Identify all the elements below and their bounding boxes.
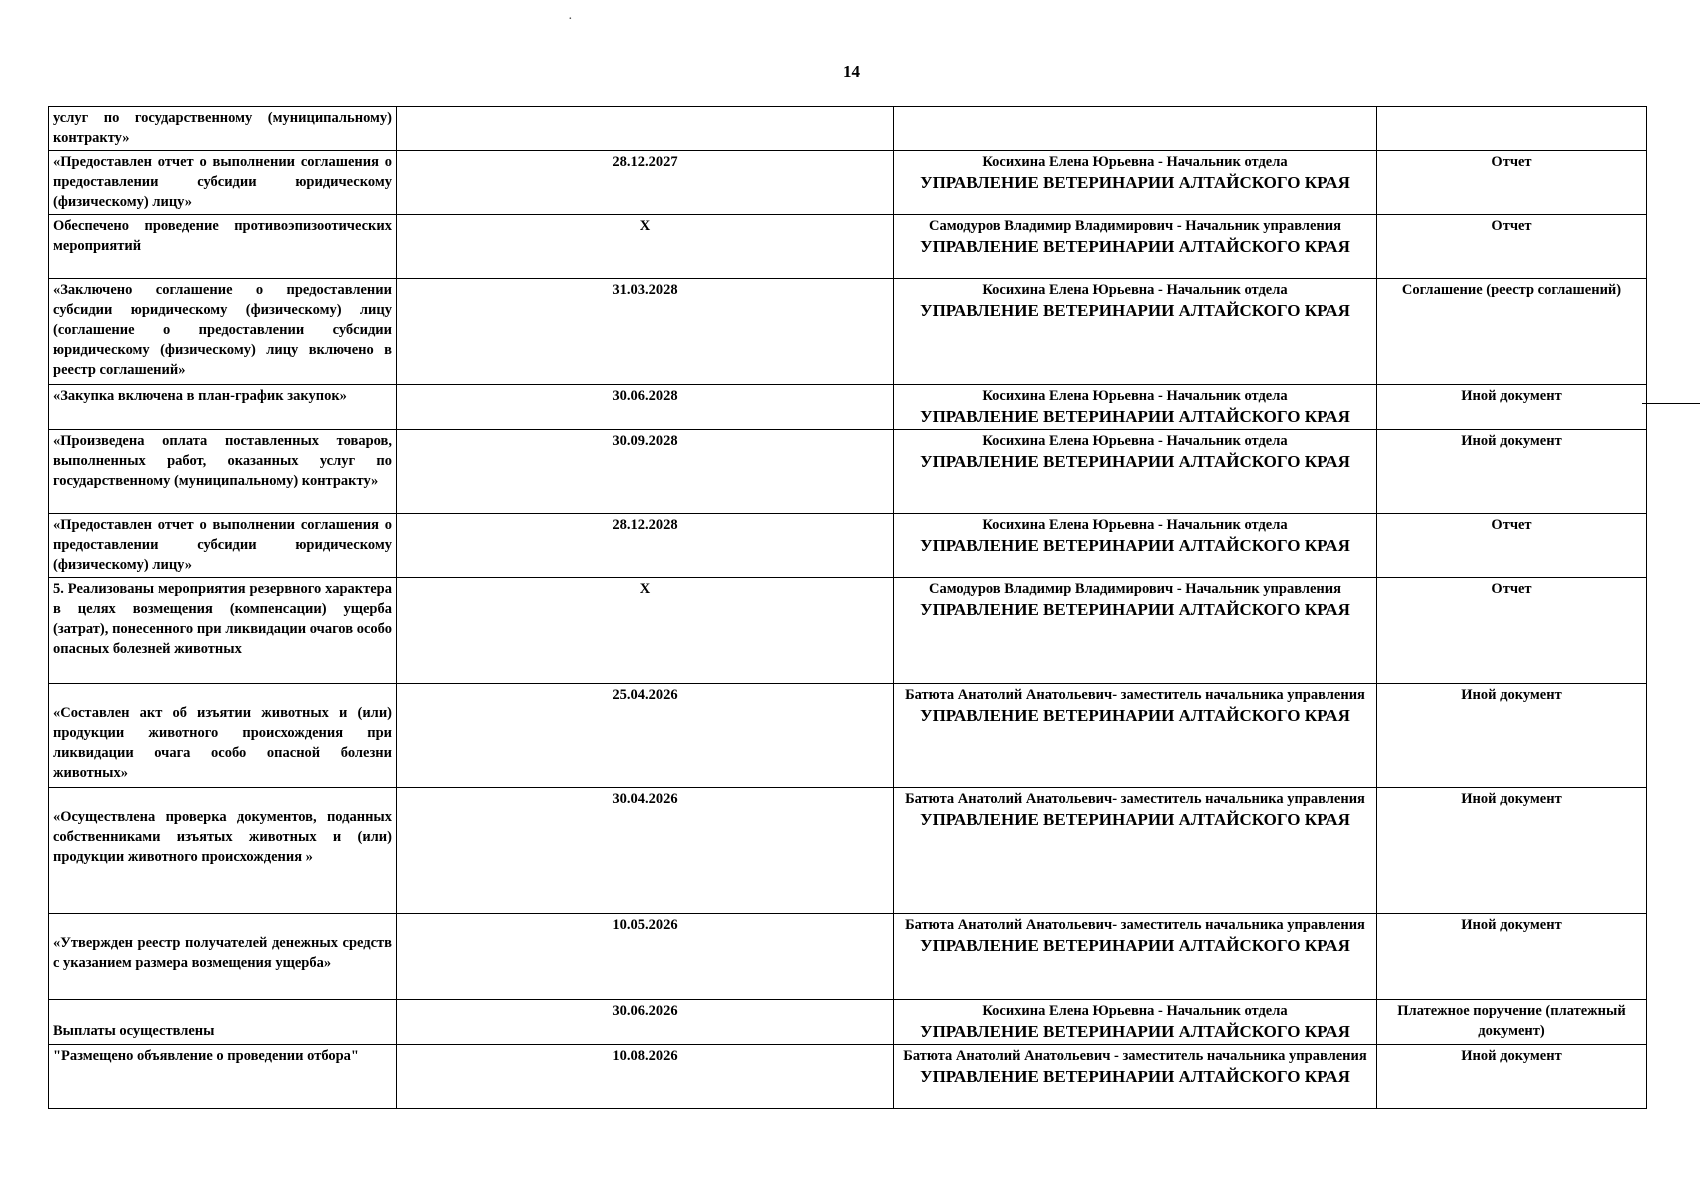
- responsible-person: Батюта Анатолий Анатольевич- заместитель начальника управления: [905, 791, 1365, 807]
- event-cell: услуг по государственному (муниципальному) контракту»: [49, 107, 397, 151]
- table-row: [49, 514, 1647, 578]
- event-cell: «Предоставлен отчет о выполнении соглашения о предоставлении субсидии юридическому (физическому) лицу»: [49, 151, 397, 215]
- responsible-person: Самодуров Владимир Владимирович - Начальник управления: [929, 218, 1341, 234]
- date-cell: [397, 107, 894, 151]
- table-row: [49, 684, 1647, 788]
- date-cell: X: [397, 578, 894, 684]
- event-text: «Осуществлена проверка документов, поданных собственниками изъятых животных и (или) продукции животного происхождения »: [53, 809, 392, 865]
- document-cell: [1377, 107, 1647, 151]
- responsible-org: УПРАВЛЕНИЕ ВЕТЕРИНАРИИ АЛТАЙСКОГО КРАЯ: [920, 600, 1350, 619]
- document-cell: Отчет: [1377, 215, 1647, 279]
- date-cell: 25.04.2026: [397, 684, 894, 788]
- responsible-person: Батюта Анатолий Анатольевич- заместитель начальника управления: [905, 687, 1365, 703]
- date-cell: 31.03.2028: [397, 279, 894, 385]
- table-row: [49, 385, 1647, 430]
- responsible-person: Косихина Елена Юрьевна - Начальник отдела: [982, 1003, 1288, 1019]
- event-cell: 5. Реализованы мероприятия резервного характера в целях возмещения (компенсации) ущерба (затрат), понесенного при ликвидации очагов особо опасных болезней животных: [49, 578, 397, 684]
- table-row: [49, 279, 1647, 385]
- responsible-org: УПРАВЛЕНИЕ ВЕТЕРИНАРИИ АЛТАЙСКОГО КРАЯ: [920, 1067, 1350, 1086]
- plan-table: [48, 106, 1647, 1109]
- table-row: [49, 107, 1647, 151]
- date-cell: 28.12.2027: [397, 151, 894, 215]
- date-cell: 30.09.2028: [397, 430, 894, 514]
- document-cell: Платежное поручение (платежный документ): [1377, 1000, 1647, 1045]
- table-row: [49, 914, 1647, 1000]
- responsible-org: УПРАВЛЕНИЕ ВЕТЕРИНАРИИ АЛТАЙСКОГО КРАЯ: [920, 407, 1350, 426]
- event-cell: [49, 684, 397, 788]
- responsible-cell: [894, 914, 1377, 1000]
- date-cell: 28.12.2028: [397, 514, 894, 578]
- responsible-org: УПРАВЛЕНИЕ ВЕТЕРИНАРИИ АЛТАЙСКОГО КРАЯ: [920, 1022, 1350, 1041]
- document-cell: Отчет: [1377, 578, 1647, 684]
- table-row: [49, 1045, 1647, 1109]
- responsible-cell: [894, 385, 1377, 430]
- responsible-person: Косихина Елена Юрьевна - Начальник отдела: [982, 388, 1288, 404]
- event-text: «Утвержден реестр получателей денежных средств с указанием размера возмещения ущерба»: [53, 935, 392, 971]
- document-cell: Иной документ: [1377, 385, 1647, 430]
- responsible-cell: [894, 107, 1377, 151]
- event-text: «Составлен акт об изъятии животных и (или) продукции животного происхождения при ликвидации очага особо опасной болезни животных»: [53, 705, 392, 781]
- date-cell: 30.06.2028: [397, 385, 894, 430]
- responsible-org: УПРАВЛЕНИЕ ВЕТЕРИНАРИИ АЛТАЙСКОГО КРАЯ: [920, 536, 1350, 555]
- responsible-person: Самодуров Владимир Владимирович - Начальник управления: [929, 581, 1341, 597]
- responsible-cell: [894, 514, 1377, 578]
- table-row: [49, 578, 1647, 684]
- responsible-cell: [894, 578, 1377, 684]
- event-cell: [49, 1000, 397, 1045]
- document-cell: Иной документ: [1377, 1045, 1647, 1109]
- responsible-cell: [894, 151, 1377, 215]
- date-cell: 10.08.2026: [397, 1045, 894, 1109]
- responsible-person: Косихина Елена Юрьевна - Начальник отдела: [982, 154, 1288, 170]
- responsible-cell: [894, 279, 1377, 385]
- event-text: Выплаты осуществлены: [53, 1023, 215, 1039]
- event-cell: «Предоставлен отчет о выполнении соглашения о предоставлении субсидии юридическому (физическому) лицу»: [49, 514, 397, 578]
- responsible-org: УПРАВЛЕНИЕ ВЕТЕРИНАРИИ АЛТАЙСКОГО КРАЯ: [920, 173, 1350, 192]
- scan-artifact-dot: ·: [568, 12, 573, 27]
- document-cell: Иной документ: [1377, 684, 1647, 788]
- table-row: [49, 430, 1647, 514]
- table-row: [49, 215, 1647, 279]
- event-cell: [49, 914, 397, 1000]
- responsible-org: УПРАВЛЕНИЕ ВЕТЕРИНАРИИ АЛТАЙСКОГО КРАЯ: [920, 706, 1350, 725]
- responsible-cell: [894, 1000, 1377, 1045]
- responsible-cell: [894, 788, 1377, 914]
- table-row: [49, 788, 1647, 914]
- responsible-person: Косихина Елена Юрьевна - Начальник отдела: [982, 517, 1288, 533]
- responsible-org: УПРАВЛЕНИЕ ВЕТЕРИНАРИИ АЛТАЙСКОГО КРАЯ: [920, 810, 1350, 829]
- date-cell: 30.06.2026: [397, 1000, 894, 1045]
- responsible-person: Батюта Анатолий Анатольевич - заместитель начальника управления: [903, 1048, 1367, 1064]
- responsible-org: УПРАВЛЕНИЕ ВЕТЕРИНАРИИ АЛТАЙСКОГО КРАЯ: [920, 237, 1350, 256]
- table-row: [49, 151, 1647, 215]
- responsible-org: УПРАВЛЕНИЕ ВЕТЕРИНАРИИ АЛТАЙСКОГО КРАЯ: [920, 452, 1350, 471]
- scan-artifact-line: [1642, 403, 1700, 404]
- event-cell: «Закупка включена в план-график закупок»: [49, 385, 397, 430]
- event-cell: Обеспечено проведение противоэпизоотических мероприятий: [49, 215, 397, 279]
- document-cell: Соглашение (реестр соглашений): [1377, 279, 1647, 385]
- document-cell: Иной документ: [1377, 430, 1647, 514]
- responsible-cell: [894, 430, 1377, 514]
- event-cell: «Произведена оплата поставленных товаров, выполненных работ, оказанных услуг по государственному (муниципальному) контракту»: [49, 430, 397, 514]
- document-cell: Отчет: [1377, 151, 1647, 215]
- responsible-person: Косихина Елена Юрьевна - Начальник отдела: [982, 433, 1288, 449]
- event-cell: «Заключено соглашение о предоставлении субсидии юридическому (физическому) лицу (соглашение о предоставлении субсидии юридическому (физическому) лицу включено в реестр соглашений»: [49, 279, 397, 385]
- table-row: [49, 1000, 1647, 1045]
- event-cell: "Размещено объявление о проведении отбора": [49, 1045, 397, 1109]
- responsible-person: Батюта Анатолий Анатольевич- заместитель начальника управления: [905, 917, 1365, 933]
- date-cell: 10.05.2026: [397, 914, 894, 1000]
- date-cell: X: [397, 215, 894, 279]
- responsible-cell: [894, 1045, 1377, 1109]
- document-cell: Иной документ: [1377, 788, 1647, 914]
- document-cell: Отчет: [1377, 514, 1647, 578]
- document-cell: Иной документ: [1377, 914, 1647, 1000]
- responsible-cell: [894, 215, 1377, 279]
- responsible-org: УПРАВЛЕНИЕ ВЕТЕРИНАРИИ АЛТАЙСКОГО КРАЯ: [920, 936, 1350, 955]
- responsible-org: УПРАВЛЕНИЕ ВЕТЕРИНАРИИ АЛТАЙСКОГО КРАЯ: [920, 301, 1350, 320]
- responsible-cell: [894, 684, 1377, 788]
- event-cell: [49, 788, 397, 914]
- date-cell: 30.04.2026: [397, 788, 894, 914]
- responsible-person: Косихина Елена Юрьевна - Начальник отдела: [982, 282, 1288, 298]
- page-number: 14: [843, 62, 860, 81]
